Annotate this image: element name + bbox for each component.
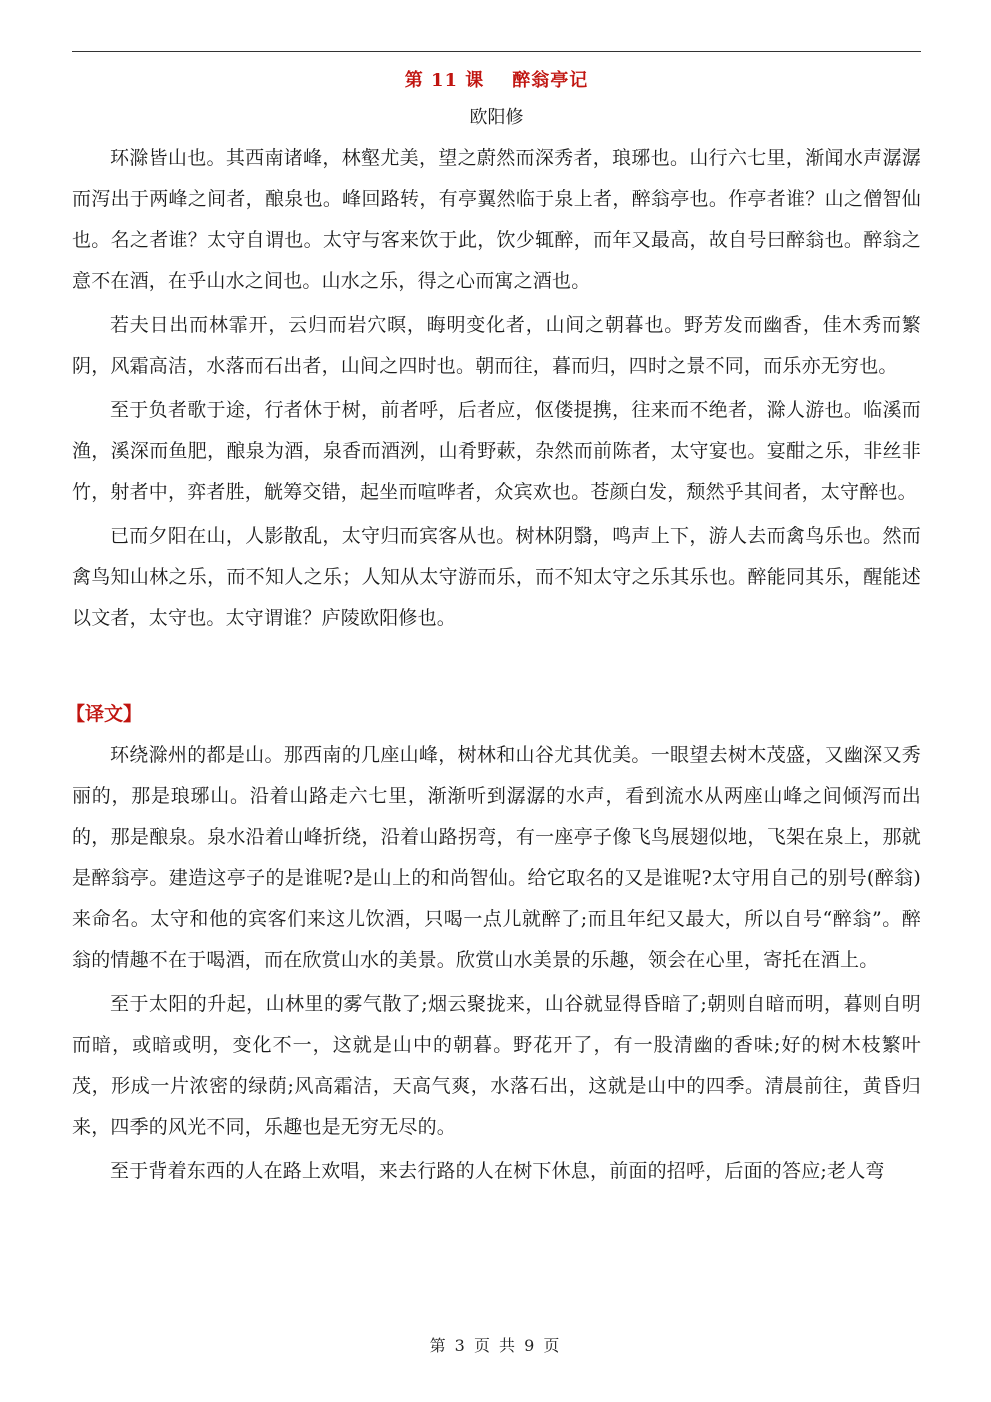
page-number: 第 3 页 共 9 页 — [429, 1336, 562, 1355]
lesson-label: 第 11 课 — [404, 70, 485, 91]
page-content — [66, 62, 921, 1195]
original-paragraph-3: 至于负者歌于途，行者休于树，前者呼，后者应，伛偻提携，往来而不绝者，滁人游也。临溪而渔，溪深而鱼肥，酿泉为酒，泉香而酒洌，山肴野蔌，杂然而前陈者，太守宴也。宴酣之乐，非丝非竹，射者中，弈者胜，觥筹交错，起坐而喧哗者，众宾欢也。苍颜白发，颓然乎其间者，太守醉也。 — [72, 399, 921, 503]
original-paragraph-2: 若夫日出而林霏开，云归而岩穴暝，晦明变化者，山间之朝暮也。野芳发而幽香，佳木秀而繁阴，风霜高洁，水落而石出者，山间之四时也。朝而往，暮而归，四时之景不同，而乐亦无穷也。 — [72, 314, 921, 377]
original-paragraph-4: 已而夕阳在山，人影散乱，太守归而宾客从也。树林阴翳，鸣声上下，游人去而禽鸟乐也。然而禽鸟知山林之乐，而不知人之乐；人知从太守游而乐，而不知太守之乐其乐也。醉能同其乐，醒能述以文者，太守也。太守谓谁？庐陵欧阳修也。 — [72, 525, 921, 629]
translation-paragraph-3: 至于背着东西的人在路上欢唱，来去行路的人在树下休息，前面的招呼，后面的答应;老人弯 — [110, 1160, 885, 1182]
header-rule — [72, 51, 921, 52]
translation-paragraph-1: 环绕滁州的都是山。那西南的几座山峰，树林和山谷尤其优美。一眼望去树木茂盛，又幽深又秀丽的，那是琅琊山。沿着山路走六七里，渐渐听到潺潺的水声，看到流水从两座山峰之间倾泻而出的，那是酿泉。泉水沿着山峰折绕，沿着山路拐弯，有一座亭子像飞鸟展翅似地，飞架在泉上，那就是醉翁亭。建造这亭子的是谁呢?是山上的和尚智仙。给它取名的又是谁呢?太守用自己的别号(醉翁)来命名。太守和他的宾客们来这儿饮酒，只喝一点儿就醉了;而且年纪又最大，所以自号“醉翁”。醉翁的情趣不在于喝酒，而在欣赏山水的美景。欣赏山水美景的乐趣，领会在心里，寄托在酒上。 — [72, 744, 921, 971]
original-paragraph-1: 环滁皆山也。其西南诸峰，林壑尤美，望之蔚然而深秀者，琅琊也。山行六七里，渐闻水声潺潺而泻出于两峰之间者，酿泉也。峰回路转，有亭翼然临于泉上者，醉翁亭也。作亭者谁？山之僧智仙也。名之者谁？太守自谓也。太守与客来饮于此，饮少辄醉，而年又最高，故自号曰醉翁也。醉翁之意不在酒，在乎山水之间也。山水之乐，得之心而寓之酒也。 — [72, 147, 921, 292]
translation-heading: 【译文】 — [66, 703, 143, 725]
translation-paragraph-2: 至于太阳的升起，山林里的雾气散了;烟云聚拢来，山谷就显得昏暗了;朝则自暗而明，暮则自明而暗，或暗或明，变化不一，这就是山中的朝暮。野花开了，有一股清幽的香味;好的树木枝繁叶茂，形成一片浓密的绿荫;风高霜洁，天高气爽，水落石出，这就是山中的四季。清晨前往，黄昏归来，四季的风光不同，乐趣也是无穷无尽的。 — [72, 993, 921, 1138]
lesson-name: 醉翁亭记 — [512, 70, 589, 91]
lesson-title — [72, 62, 921, 100]
author: 欧阳修 — [469, 107, 524, 128]
